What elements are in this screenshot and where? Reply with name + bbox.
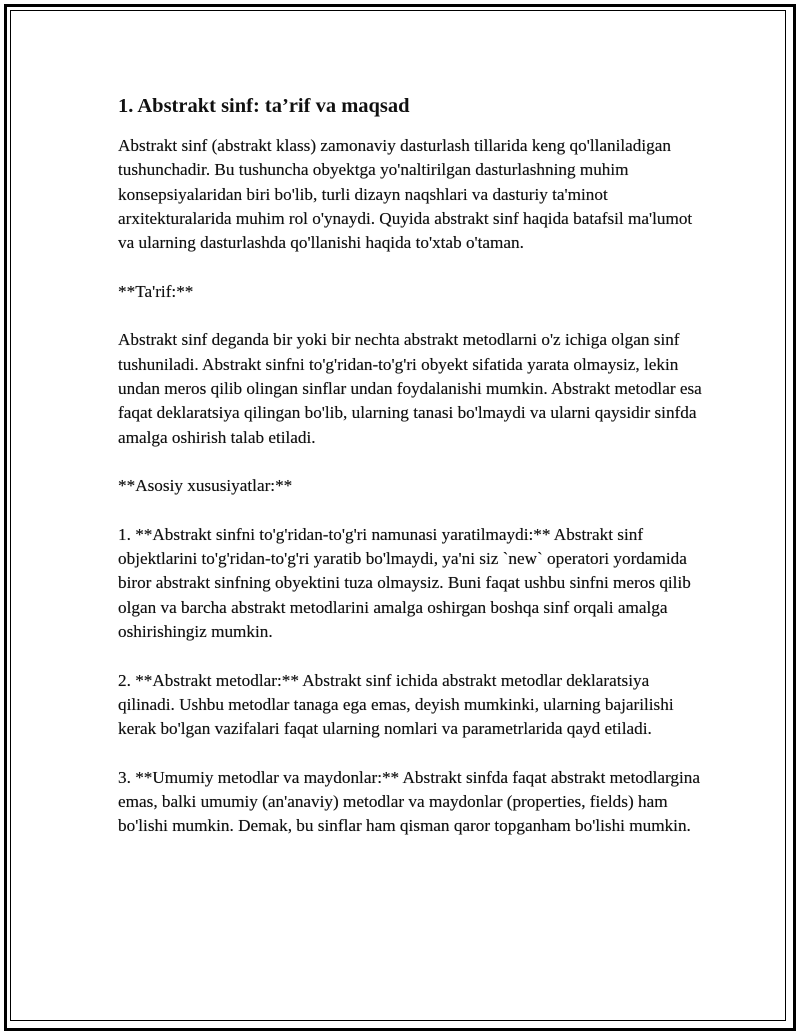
definition-paragraph: Abstrakt sinf deganda bir yoki bir nechta abstrakt metodlarni o'z ichiga olgan sinf tushuniladi. Abstrakt sinfni to'g'ridan-to'g'ri obyekt sifatida yarata olmaysiz, lekin undan meros qilib olingan sinflar undan foydalanishi mumkin. Abstrakt metodlar esa faqat deklaratsiya qilingan bo'lib, ularning tanasi bo'lmaydi va ularni qaysidir sinfda amalga oshirish talab etiladi. (118, 330, 702, 447)
intro-paragraph: Abstrakt sinf (abstrakt klass) zamonaviy dasturlash tillarida keng qo'llaniladigan tushunchadir. Bu tushuncha obyektga yo'naltirilgan dasturlashning muhim konsepsiyalaridan biri bo'lib, turli dizayn naqshlari va dasturiy ta'minot arxitekturalarida muhim rol o'ynaydi. Quyida abstrakt sinf haqida batafsil ma'lumot va ularning dasturlashda qo'llanishi haqida to'xtab o'taman. (118, 136, 693, 253)
section-heading: 1. Abstrakt sinf: ta’rif va maqsad (118, 95, 410, 117)
feature-item-2: 2. **Abstrakt metodlar:** Abstrakt sinf ichida abstrakt metodlar deklaratsiya qilinadi. Ushbu metodlar tanaga ega emas, deyish mumkinki, ularning bajarilishi kerak bo'lgan vazifalari faqat ularning nomlari va parametrlarida qayd etiladi. (118, 670, 674, 739)
feature-item-1: 1. **Abstrakt sinfni to'g'ridan-to'g'ri namunasi yaratilmaydi:** Abstrakt sinf objektlarini to'g'ridan-to'g'ri yaratib bo'lmaydi, ya'ni siz `new` operatori yordamida biror abstrakt sinfning obyektini tuza olmaysiz. Buni faqat ushbu sinfni meros qilib olgan va barcha abstrakt metodlarini amalga oshirgan boshqa sinf orqali amalga oshirishingiz mumkin. (118, 524, 691, 641)
feature-item-3: 3. **Umumiy metodlar va maydonlar:** Abstrakt sinfda faqat abstrakt metodlargina emas, balki umumiy (an'anaviy) metodlar va maydonlar (properties, fields) ham bo'lishi mumkin. Demak, bu sinflar ham qisman qaror topganham bo'lishi mumkin. (118, 767, 701, 836)
document-body (118, 92, 703, 863)
features-label: **Asosiy xususiyatlar:** (118, 476, 293, 496)
definition-label: **Ta'rif:** (118, 281, 194, 301)
